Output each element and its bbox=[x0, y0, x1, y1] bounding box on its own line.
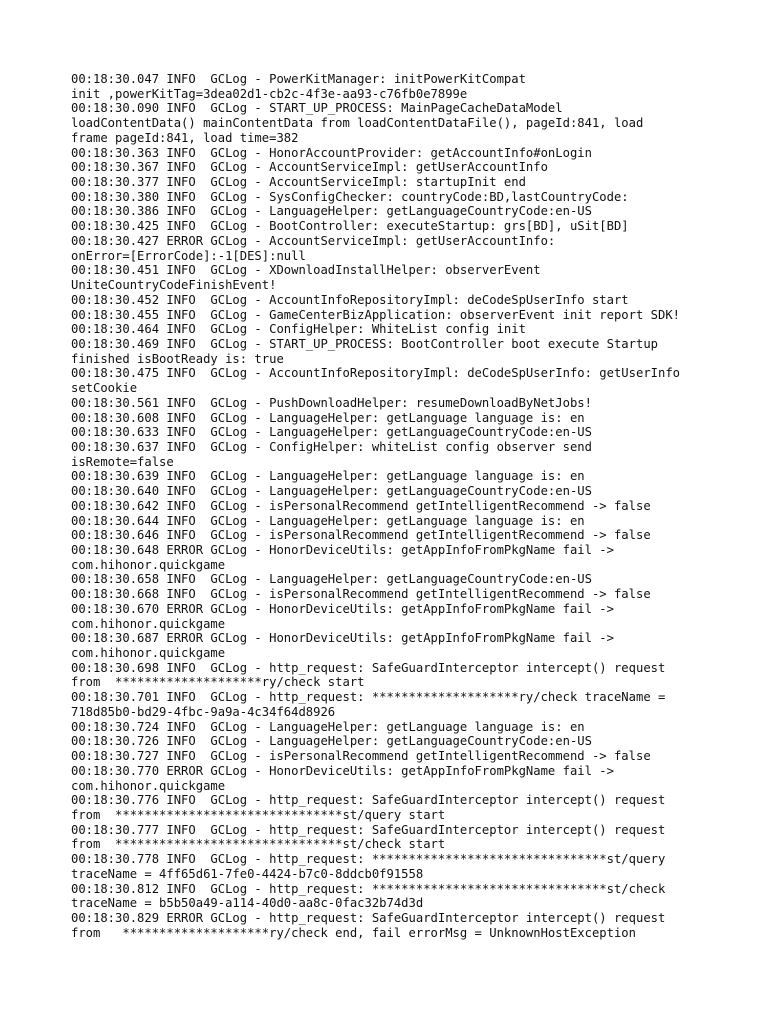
log-line: from ********************ry/check end, fail errorMsg = UnknownHostException bbox=[71, 925, 636, 940]
log-line: 00:18:30.608 INFO GCLog - LanguageHelper: getLanguage language is: en bbox=[71, 410, 585, 425]
log-line: 00:18:30.451 INFO GCLog - XDownloadInstallHelper: observerEvent bbox=[71, 263, 541, 278]
log-line: UniteCountryCodeFinishEvent! bbox=[71, 278, 277, 293]
log-line: 00:18:30.726 INFO GCLog - LanguageHelper: getLanguageCountryCode:en-US bbox=[71, 734, 592, 749]
log-line: 00:18:30.812 INFO GCLog - http_request: ********************************st/check bbox=[71, 881, 666, 896]
log-line: 00:18:30.640 INFO GCLog - LanguageHelper: getLanguageCountryCode:en-US bbox=[71, 484, 592, 499]
log-line: 00:18:30.469 INFO GCLog - START_UP_PROCESS: BootController boot execute Startup bbox=[71, 336, 658, 351]
log-line: com.hihonor.quickgame bbox=[71, 646, 226, 661]
log-line: from *******************************st/query start bbox=[71, 807, 446, 822]
log-line: init ,powerKitTag=3dea02d1-cb2c-4f3e-aa93-c76fb0e7899e bbox=[71, 86, 468, 101]
log-line: 00:18:30.090 INFO GCLog - START_UP_PROCESS: MainPageCacheDataModel bbox=[71, 101, 563, 116]
log-line: 00:18:30.646 INFO GCLog - isPersonalRecommend getIntelligentRecommend -> false bbox=[71, 528, 651, 543]
log-line: 00:18:30.561 INFO GCLog - PushDownloadHelper: resumeDownloadByNetJobs! bbox=[71, 395, 592, 410]
log-line: 00:18:30.658 INFO GCLog - LanguageHelper: getLanguageCountryCode:en-US bbox=[71, 572, 592, 587]
log-text-block bbox=[71, 72, 711, 940]
log-line: 00:18:30.047 INFO GCLog - PowerKitManager: initPowerKitCompat bbox=[71, 72, 526, 86]
log-line: from *******************************st/check start bbox=[71, 837, 446, 852]
log-line: 00:18:30.452 INFO GCLog - AccountInfoRepositoryImpl: deCodeSpUserInfo start bbox=[71, 292, 629, 307]
log-line: traceName = b5b50a49-a114-40d0-aa8c-0fac32b74d3d bbox=[71, 896, 424, 911]
log-line: 00:18:30.670 ERROR GCLog - HonorDeviceUtils: getAppInfoFromPkgName fail -> bbox=[71, 601, 614, 616]
log-line: com.hihonor.quickgame bbox=[71, 616, 226, 631]
log-line: 00:18:30.770 ERROR GCLog - HonorDeviceUtils: getAppInfoFromPkgName fail -> bbox=[71, 763, 614, 778]
log-line: 00:18:30.829 ERROR GCLog - http_request: SafeGuardInterceptor intercept() request bbox=[71, 910, 666, 925]
log-line: 00:18:30.427 ERROR GCLog - AccountServiceImpl: getUserAccountInfo: bbox=[71, 233, 556, 248]
log-line: 00:18:30.776 INFO GCLog - http_request: SafeGuardInterceptor intercept() request bbox=[71, 793, 666, 808]
log-line: 00:18:30.648 ERROR GCLog - HonorDeviceUtils: getAppInfoFromPkgName fail -> bbox=[71, 543, 614, 557]
log-line: 00:18:30.778 INFO GCLog - http_request: ********************************st/query bbox=[71, 852, 666, 867]
log-line: onError=[ErrorCode]:-1[DES]:null bbox=[71, 248, 306, 263]
log-line: 00:18:30.363 INFO GCLog - HonorAccountProvider: getAccountInfo#onLogin bbox=[71, 145, 592, 160]
log-line: 00:18:30.644 INFO GCLog - LanguageHelper: getLanguage language is: en bbox=[71, 513, 585, 528]
log-line: 00:18:30.639 INFO GCLog - LanguageHelper: getLanguage language is: en bbox=[71, 469, 585, 484]
log-line: frame pageId:841, load time=382 bbox=[71, 130, 299, 145]
log-line: setCookie bbox=[71, 381, 138, 396]
log-line: 00:18:30.724 INFO GCLog - LanguageHelper: getLanguage language is: en bbox=[71, 719, 585, 734]
log-line: isRemote=false bbox=[71, 454, 174, 469]
log-line: 00:18:30.687 ERROR GCLog - HonorDeviceUtils: getAppInfoFromPkgName fail -> bbox=[71, 631, 614, 646]
log-line: 00:18:30.633 INFO GCLog - LanguageHelper: getLanguageCountryCode:en-US bbox=[71, 425, 592, 440]
log-line: 00:18:30.455 INFO GCLog - GameCenterBizApplication: observerEvent init report SDK! bbox=[71, 307, 681, 322]
log-line: traceName = 4ff65d61-7fe0-4424-b7c0-8ddcb0f91558 bbox=[71, 866, 424, 881]
log-line: 00:18:30.668 INFO GCLog - isPersonalRecommend getIntelligentRecommend -> false bbox=[71, 587, 651, 602]
log-line: 00:18:30.701 INFO GCLog - http_request: ********************ry/check traceName = bbox=[71, 690, 666, 705]
log-line: 00:18:30.367 INFO GCLog - AccountServiceImpl: getUserAccountInfo bbox=[71, 160, 548, 175]
log-line: 00:18:30.386 INFO GCLog - LanguageHelper: getLanguageCountryCode:en-US bbox=[71, 204, 592, 219]
log-line: from ********************ry/check start bbox=[71, 675, 365, 690]
log-line: 00:18:30.475 INFO GCLog - AccountInfoRepositoryImpl: deCodeSpUserInfo: getUserInfo bbox=[71, 366, 681, 381]
log-line: com.hihonor.quickgame bbox=[71, 778, 226, 793]
log-line: 00:18:30.377 INFO GCLog - AccountServiceImpl: startupInit end bbox=[71, 175, 526, 190]
log-line: 00:18:30.642 INFO GCLog - isPersonalRecommend getIntelligentRecommend -> false bbox=[71, 498, 651, 513]
log-line: finished isBootReady is: true bbox=[71, 351, 284, 366]
log-line: 00:18:30.777 INFO GCLog - http_request: SafeGuardInterceptor intercept() request bbox=[71, 822, 666, 837]
log-line: 00:18:30.727 INFO GCLog - isPersonalRecommend getIntelligentRecommend -> false bbox=[71, 749, 651, 764]
log-line: 00:18:30.425 INFO GCLog - BootController: executeStartup: grs[BD], uSit[BD] bbox=[71, 219, 629, 234]
log-line: 00:18:30.698 INFO GCLog - http_request: SafeGuardInterceptor intercept() request bbox=[71, 660, 666, 675]
log-line: 00:18:30.637 INFO GCLog - ConfigHelper: whiteList config observer send bbox=[71, 439, 592, 454]
log-line: loadContentData() mainContentData from loadContentDataFile(), pageId:841, load bbox=[71, 116, 644, 131]
log-line: 00:18:30.464 INFO GCLog - ConfigHelper: WhiteList config init bbox=[71, 322, 526, 337]
log-line: 00:18:30.380 INFO GCLog - SysConfigChecker: countryCode:BD,lastCountryCode: bbox=[71, 189, 629, 204]
log-line: 718d85b0-bd29-4fbc-9a9a-4c34f64d8926 bbox=[71, 704, 336, 719]
log-line: com.hihonor.quickgame bbox=[71, 557, 226, 572]
